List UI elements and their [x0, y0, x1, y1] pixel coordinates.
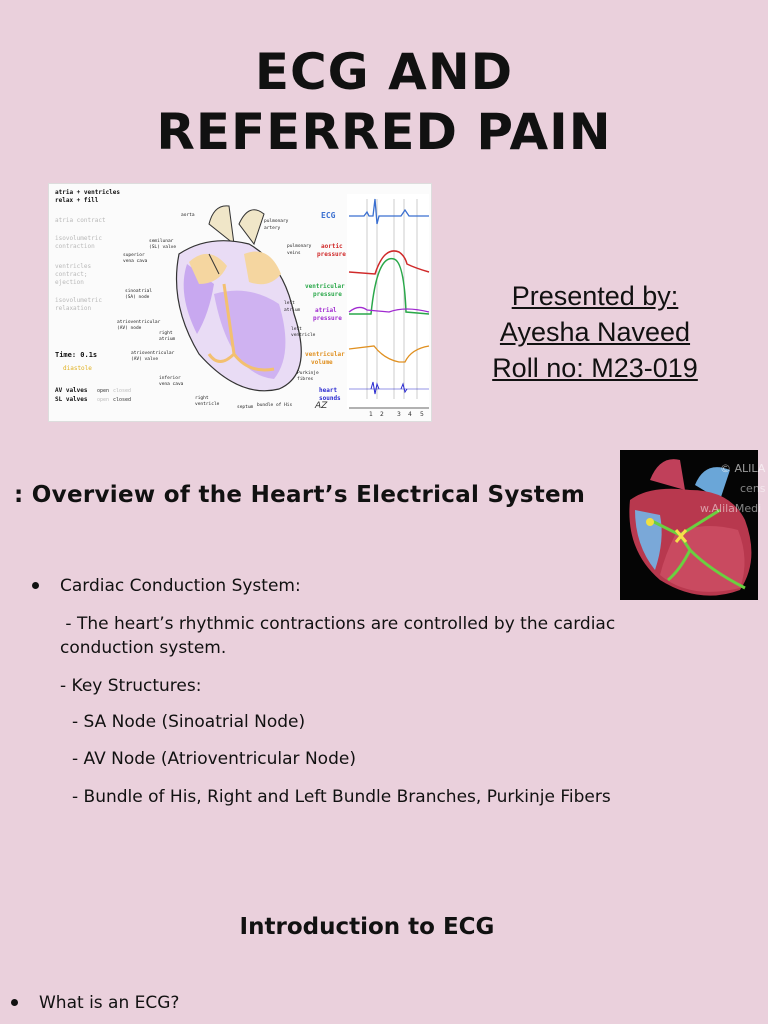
phase-label-text: contraction: [55, 243, 95, 250]
graph-label: ventricular: [305, 351, 345, 358]
phase-label-text: relax + fill: [55, 197, 99, 204]
graph-label: pressure: [317, 251, 346, 258]
anatomy-label: (SL) valve: [149, 245, 177, 250]
anatomy-label: (AV) valve: [131, 357, 159, 362]
anatomy-label: (SA) node: [125, 295, 150, 300]
cardiac-cycle-figure: [48, 183, 432, 422]
structure-item: - SA Node (Sinoatrial Node): [72, 712, 306, 732]
description-line-1: - The heart’s rhythmic contractions are controlled by the cardiac: [60, 614, 616, 634]
anatomy-label: vena cava: [159, 382, 184, 387]
anatomy-label: pulmonary: [287, 244, 312, 249]
structure-item: - AV Node (Atrioventricular Node): [72, 749, 356, 769]
anatomy-label: veins: [287, 251, 301, 256]
phase-label-text: atria + ventricles: [55, 189, 121, 196]
phase-number: 4: [408, 411, 412, 418]
anatomy-label: atrium: [284, 308, 301, 313]
phase-number: 1: [369, 411, 373, 418]
bullet-dot: [11, 999, 18, 1006]
pressure-graphs: [347, 194, 429, 409]
anatomy-label: Purkinje: [297, 371, 319, 376]
anatomy-label: vena cava: [123, 259, 148, 264]
presented-by-label: Presented by:: [511, 281, 679, 311]
graph-label: ECG: [321, 211, 336, 220]
anatomy-label: semilunar: [149, 239, 174, 244]
heart-conduction-image: [620, 450, 766, 600]
anatomy-label: ventricle: [291, 333, 316, 338]
graph-label: atrial: [315, 307, 337, 314]
anatomy-label: ventricle: [195, 402, 220, 407]
key-structures-label: - Key Structures:: [60, 676, 202, 696]
anatomy-label: inferior: [159, 376, 181, 381]
time-label: Time: 0.1s: [55, 351, 98, 359]
phase-number: 2: [380, 411, 384, 418]
sl-state-faint: open: [97, 397, 110, 403]
anatomy-label: artery: [264, 226, 281, 231]
anatomy-label: fibres: [297, 377, 314, 382]
anatomy-label: aorta: [181, 213, 195, 218]
conduction-system-bullet: Cardiac Conduction System:: [60, 576, 301, 596]
anatomy-label: left: [284, 301, 295, 306]
sl-state: closed: [113, 397, 132, 403]
overview-heading: : Overview of the Heart’s Electrical System: [14, 482, 586, 508]
title-line-2: REFERRED PAIN: [156, 103, 612, 161]
document-title: [0, 42, 768, 162]
anatomy-label: atrioventricular: [131, 351, 175, 356]
phase-label-text: isovolumetric: [55, 297, 102, 304]
av-valves-label: AV valves: [55, 387, 88, 394]
phase-label-text: relaxation: [55, 305, 92, 312]
phase-label-text: contract;: [55, 271, 88, 278]
anatomy-label: atrioventricular: [117, 320, 161, 325]
phase-label-text: isovolumetric: [55, 235, 102, 242]
av-state: open: [97, 388, 110, 394]
bullet-dot: [32, 582, 39, 589]
phase-numbers: [369, 411, 424, 418]
watermark-line-1: © ALILA: [720, 462, 766, 475]
intro-heading: Introduction to ECG: [239, 914, 495, 940]
structure-item: - Bundle of His, Right and Left Bundle Branches, Purkinje Fibers: [72, 787, 611, 807]
description-line-2: conduction system.: [60, 638, 227, 658]
anatomy-label: left: [291, 327, 302, 332]
roll-number: Roll no: M23-019: [492, 353, 698, 383]
anatomy-label: sinoatrial: [125, 289, 153, 294]
cardiac-cycle-diagram: [49, 184, 431, 421]
graph-label: aortic: [321, 243, 343, 250]
what-is-ecg-bullet: What is an ECG?: [39, 993, 180, 1013]
phase-number: 5: [420, 411, 424, 418]
presenter-info: [470, 278, 720, 386]
anatomy-label: (AV) node: [117, 326, 142, 331]
signature: AZ: [315, 401, 328, 411]
watermark-line-3: w.AlilaMedi: [700, 502, 762, 515]
anatomy-label: septum: [237, 405, 254, 410]
phase-labels: [55, 189, 120, 312]
phase-number: 3: [397, 411, 401, 418]
anatomy-label: bundle of His: [257, 403, 293, 408]
graph-label: sounds: [319, 395, 341, 402]
phase-label-text: ejection: [55, 279, 84, 286]
anatomy-label: right: [195, 396, 209, 401]
watermark-line-2: cens: [740, 482, 766, 495]
anatomy-label: superior: [123, 253, 145, 258]
phase-label-text: atria contract: [55, 217, 106, 224]
phase-label: diastole: [63, 365, 92, 372]
heart-illustration: [177, 206, 302, 391]
graph-label: ventricular: [305, 283, 345, 290]
sl-valves-label: SL valves: [55, 396, 88, 403]
anatomy-label: atrium: [159, 337, 176, 342]
title-line-1: ECG AND: [254, 43, 514, 101]
phase-label-text: ventricles: [55, 263, 92, 270]
graph-label: heart: [319, 387, 338, 394]
presenter-name: Ayesha Naveed: [499, 317, 691, 347]
anatomy-label: pulmonary: [264, 219, 289, 224]
graph-label: volume: [311, 359, 333, 366]
graph-label: pressure: [313, 315, 342, 322]
anatomy-label: right: [159, 331, 173, 336]
graph-label: pressure: [313, 291, 342, 298]
av-state-faint: closed: [113, 388, 132, 394]
